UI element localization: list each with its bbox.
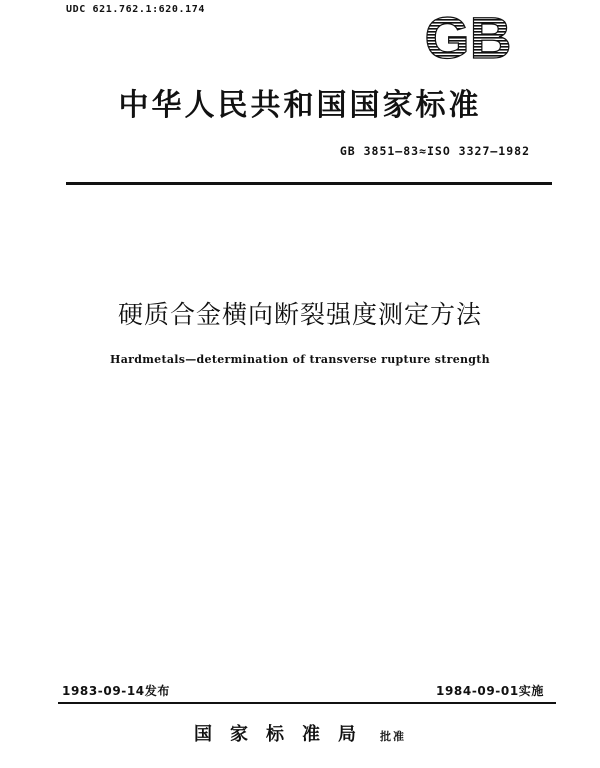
authority-name: 国家标准局 <box>194 724 374 745</box>
footer-divider <box>58 702 556 704</box>
header-divider <box>66 182 552 185</box>
document-title-en: Hardmetals—determination of transverse rupture strength <box>110 353 490 366</box>
gb-logo-graphic <box>400 10 536 64</box>
implementation-date: 1984-09-01实施 <box>436 684 544 698</box>
issue-date: 1983-09-14发布 <box>62 684 170 698</box>
gb-logo <box>400 10 536 64</box>
standard-title: 中华人民共和国国家标准 <box>118 88 482 123</box>
udc-code: UDC 621.762.1:620.174 <box>66 4 206 15</box>
gb-logo-text: GB <box>424 10 512 64</box>
document-title-cn: 硬质合金横向断裂强度测定方法 <box>117 300 482 329</box>
standard-number: GB 3851—83≈ISO 3327—1982 <box>339 144 530 158</box>
approval-label: 批准 <box>380 730 406 743</box>
issuing-authority <box>0 720 600 746</box>
